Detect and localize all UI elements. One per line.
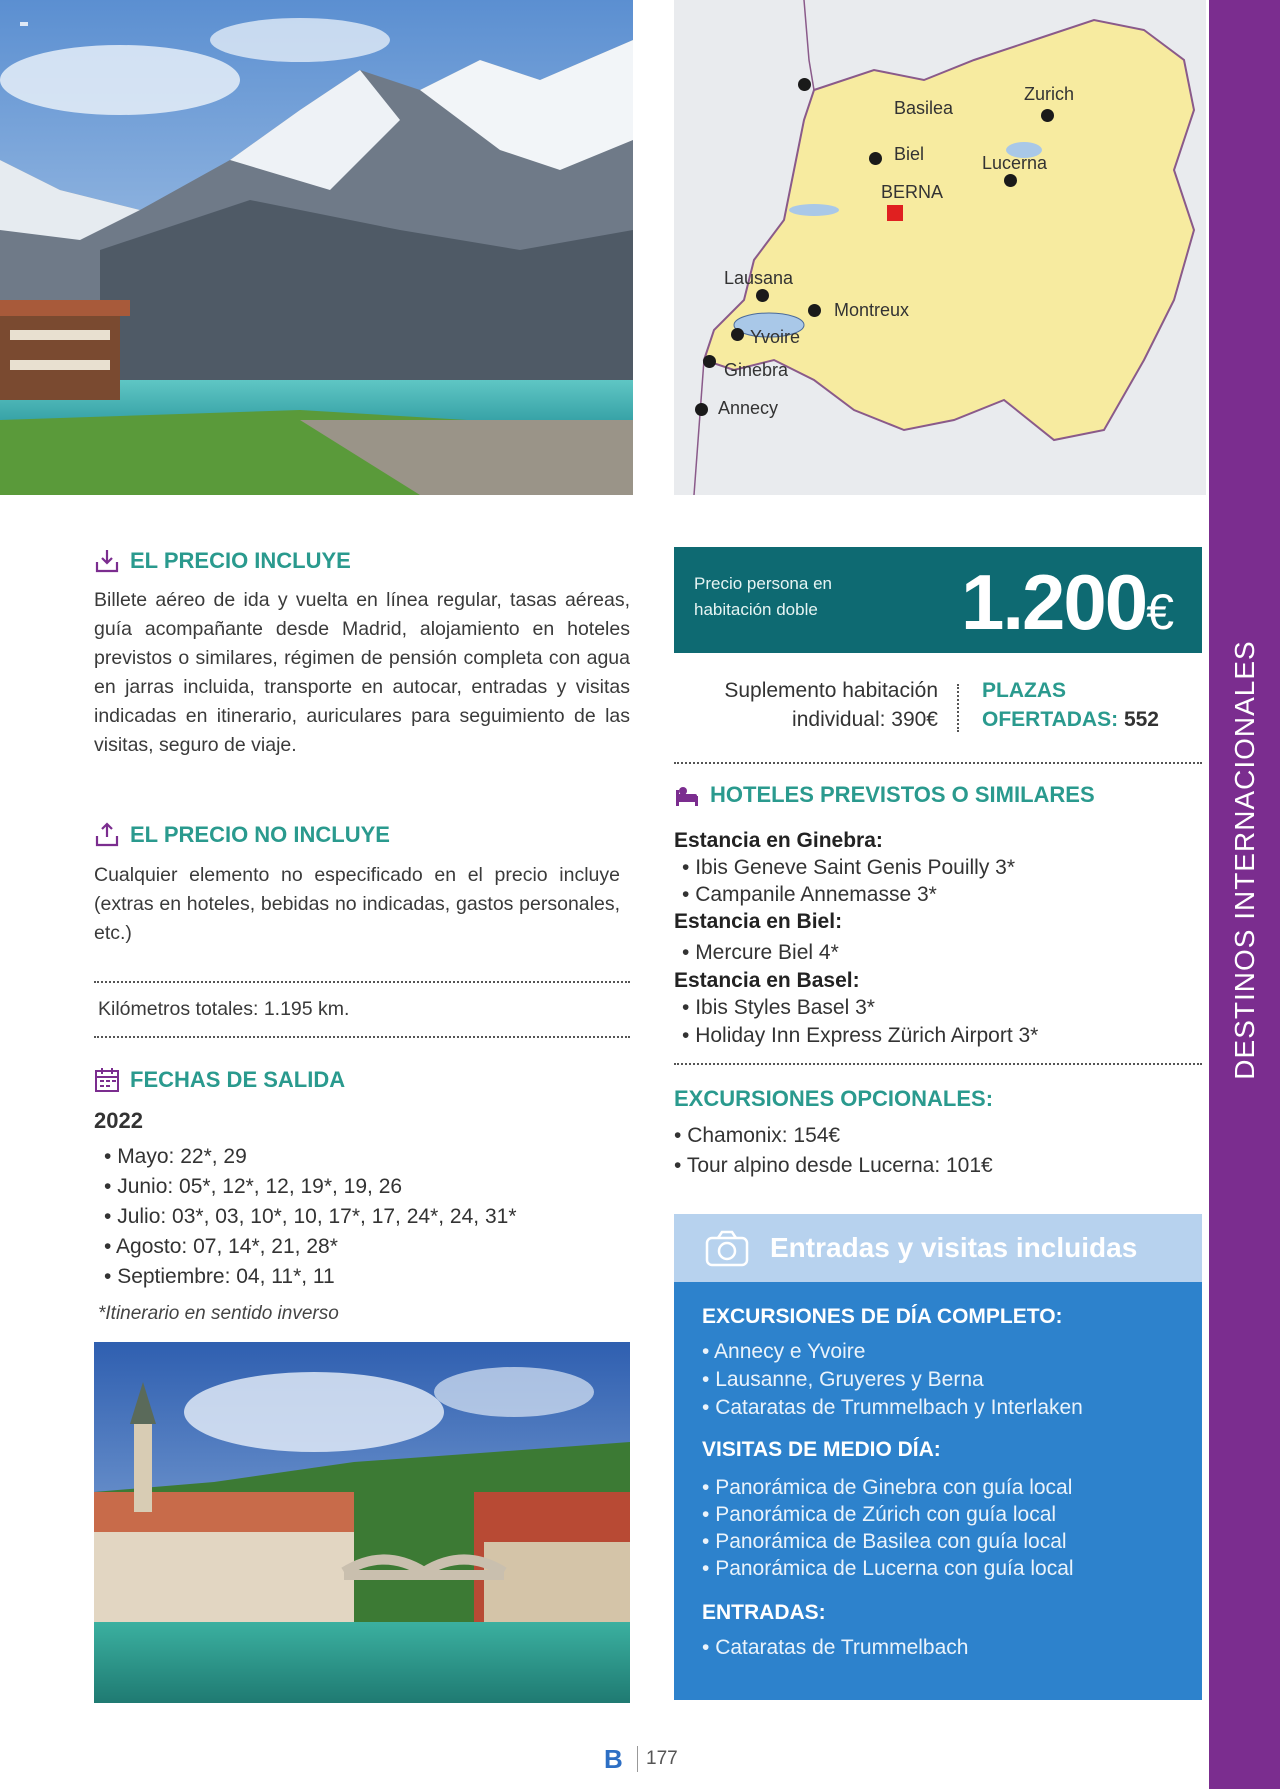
map-dot-yvoire: [731, 328, 744, 341]
bed-icon: [674, 782, 700, 808]
map-label-lucerna: Lucerna: [982, 153, 1048, 173]
list-item: • Junio: 05*, 12*, 12, 19*, 19, 26: [104, 1172, 517, 1202]
plazas-label: PLAZAS: [982, 679, 1066, 702]
excursiones-title: EXCURSIONES OPCIONALES:: [674, 1086, 994, 1111]
download-tray-icon: [94, 548, 120, 574]
list-item: • Cataratas de Trummelbach: [702, 1636, 969, 1659]
hoteles-heading: [674, 782, 1095, 808]
price-box: [674, 547, 1202, 653]
map-label-lausana: Lausana: [724, 268, 794, 288]
hoteles-title: HOTELES PREVISTOS O SIMILARES: [710, 782, 1095, 807]
old-town-river-photo: [94, 1342, 630, 1703]
fechas-list: [104, 1142, 517, 1292]
excursion-item: • Tour alpino desde Lucerna: 101€: [674, 1154, 993, 1177]
price-value: [961, 557, 1172, 648]
map-label-berna: BERNA: [881, 182, 944, 202]
map-label-ginebra: Ginebra: [724, 360, 789, 380]
list-item: • Septiembre: 04, 11*, 11: [104, 1262, 517, 1292]
switzerland-map: [674, 0, 1206, 495]
item-text: Panorámica de Zúrich con guía local: [715, 1503, 1057, 1526]
incluidas-title: Entradas y visitas incluidas: [770, 1232, 1138, 1263]
side-band-text: DESTINOS INTERNACIONALES: [1228, 640, 1260, 1080]
price-label: Precio persona en habitación doble: [694, 574, 832, 619]
plazas: [982, 676, 1159, 734]
no-incluye-heading: [94, 822, 390, 848]
hotel-name: Ibis Styles Basel 3*: [695, 996, 875, 1019]
list-item: • Cataratas de Trummelbach y Interlaken: [702, 1396, 1083, 1419]
list-item: • Agosto: 07, 14*, 21, 28*: [104, 1232, 517, 1262]
hotel-group-biel: Estancia en Biel:: [674, 910, 843, 933]
hotel-item: • Ibis Geneve Saint Genis Pouilly 3*: [682, 856, 1016, 879]
incluidas-header: [674, 1214, 1202, 1282]
camera-icon: [704, 1228, 750, 1268]
map-dot-lucerna: [1004, 174, 1017, 187]
photo-corner-mark: [20, 22, 28, 26]
map-capital-berna: [887, 205, 903, 221]
suplemento-line2: individual: 390€: [792, 708, 938, 731]
excursion-text: Tour alpino desde Lucerna: 101€: [686, 1154, 993, 1177]
plazas-label-2: OFERTADAS:: [982, 708, 1119, 731]
map-dot-montreux: [808, 304, 821, 317]
item-text: Panorámica de Ginebra con guía local: [715, 1476, 1073, 1499]
upload-tray-icon: [94, 822, 120, 848]
hotel-name: Holiday Inn Express Zürich Airport 3*: [695, 1024, 1039, 1047]
hotel-item: • Campanile Annemasse 3*: [682, 883, 937, 906]
fechas-title: FECHAS DE SALIDA: [130, 1067, 346, 1092]
mountain-lake-photo: [0, 0, 633, 495]
fechas-year: 2022: [94, 1108, 143, 1133]
map-dot-biel: [869, 152, 882, 165]
item-text: Cataratas de Trummelbach y Interlaken: [715, 1396, 1083, 1419]
fechas-note: *Itinerario en sentido inverso: [98, 1303, 339, 1324]
hotel-name: Mercure Biel 4*: [695, 941, 839, 964]
item-text: Panorámica de Lucerna con guía local: [715, 1557, 1074, 1580]
brand-logo: B: [604, 1744, 623, 1774]
map-dot-annecy: [695, 403, 708, 416]
excursion-text: Chamonix: 154€: [687, 1124, 841, 1147]
dia-completo-title: EXCURSIONES DE DÍA COMPLETO:: [702, 1305, 1063, 1328]
incluidas-body: [674, 1282, 1202, 1700]
list-item: • Annecy e Yvoire: [702, 1340, 866, 1363]
hotel-item: • Ibis Styles Basel 3*: [682, 996, 875, 1019]
hotel-group-ginebra: Estancia en Ginebra:: [674, 829, 883, 852]
side-band-label: [1209, 0, 1280, 1789]
hotel-name: Ibis Geneve Saint Genis Pouilly 3*: [695, 856, 1016, 879]
item-text: Annecy e Yvoire: [714, 1340, 866, 1363]
incluye-heading: [94, 548, 351, 574]
divider: [957, 684, 959, 732]
calendar-icon: [94, 1067, 120, 1093]
kilometros-text: Kilómetros totales: 1.195 km.: [98, 998, 350, 1020]
hotel-item: • Mercure Biel 4*: [682, 941, 839, 964]
entradas-title: ENTRADAS:: [702, 1601, 826, 1624]
map-label-zurich: Zurich: [1024, 84, 1075, 104]
item-text: Panorámica de Basilea con guía local: [715, 1530, 1067, 1553]
list-item: • Julio: 03*, 03, 10*, 10, 17*, 17, 24*, 24, 31*: [104, 1202, 517, 1232]
no-incluye-text: Cualquier elemento no especificado en el precio incluye (extras en hoteles, bebidas no indicadas, gastos personales, etc.): [94, 864, 620, 944]
map-label-biel: Biel: [894, 144, 925, 164]
map-label-montreux: Montreux: [834, 300, 910, 320]
map-dot-basilea: [798, 78, 811, 91]
suplemento-line1: Suplemento habitación: [724, 679, 938, 702]
map-dot-lausana: [756, 289, 769, 302]
list-item: • Panorámica de Lucerna con guía local: [702, 1557, 1074, 1580]
map-dot-zurich: [1041, 109, 1054, 122]
map-label-annecy: Annecy: [718, 398, 779, 418]
fechas-heading: [94, 1067, 345, 1093]
hotel-item: • Holiday Inn Express Zürich Airport 3*: [682, 1024, 1039, 1047]
price-currency: €: [1146, 584, 1172, 640]
hotel-name: Campanile Annemasse 3*: [695, 883, 937, 906]
list-item: • Panorámica de Basilea con guía local: [702, 1530, 1067, 1553]
divider: [674, 762, 1202, 764]
list-item: • Panorámica de Ginebra con guía local: [702, 1476, 1073, 1499]
item-text: Cataratas de Trummelbach: [715, 1636, 969, 1659]
map-label-yvoire: Yvoire: [750, 327, 801, 347]
hotel-group-basel: Estancia en Basel:: [674, 969, 860, 992]
list-item: • Mayo: 22*, 29: [104, 1142, 517, 1172]
plazas-value: 552: [1123, 708, 1159, 731]
divider: [94, 1036, 630, 1038]
excursiones-heading: [674, 1086, 993, 1112]
incluye-text: Billete aéreo de ida y vuelta en línea regular, tasas aéreas, guía acompañante desde Madrid, alojamiento en hoteles previstos o similares, régimen de pensión completa con agua en jarras incluida, transporte en autocar, entradas y visitas indicadas en itinerario, auriculares para seguimiento de las visitas, seguro de viaje.: [94, 589, 630, 756]
divider: [94, 981, 630, 983]
no-incluye-title: EL PRECIO NO INCLUYE: [130, 822, 390, 847]
suplemento: [680, 676, 938, 734]
list-item: • Lausanne, Gruyeres y Berna: [702, 1368, 984, 1391]
medio-dia-title: VISITAS DE MEDIO DÍA:: [702, 1438, 941, 1461]
list-item: • Panorámica de Zúrich con guía local: [702, 1503, 1057, 1526]
map-label-basilea: Basilea: [894, 98, 954, 118]
divider: [674, 1063, 1202, 1065]
excursion-item: • Chamonix: 154€: [674, 1124, 841, 1147]
map-dot-ginebra: [703, 355, 716, 368]
incluye-title: EL PRECIO INCLUYE: [130, 548, 351, 573]
item-text: Lausanne, Gruyeres y Berna: [715, 1368, 984, 1391]
divider: [637, 1746, 638, 1772]
price-amount: 1.200: [960, 558, 1147, 646]
page-number: 177: [646, 1748, 678, 1769]
